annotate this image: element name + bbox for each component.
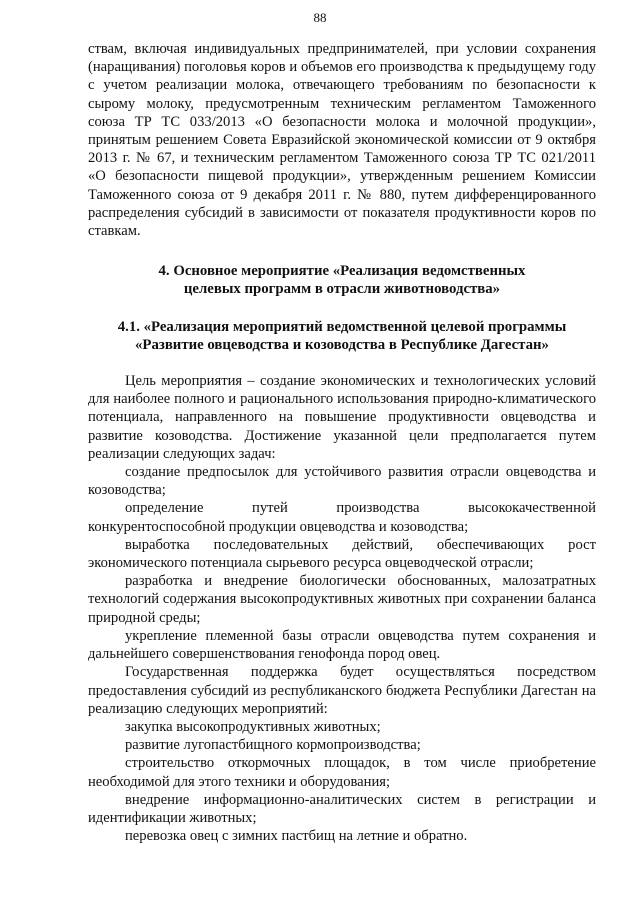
measure-item: строительство откормочных площадок, в том числе приобретение необходимой для этого техники и оборудования; [88,755,596,790]
task-item: создание предпосылок для устойчивого развития отрасли овцеводства и козоводства; [88,464,596,499]
measure-item: развитие лугопастбищного кормопроизводства; [125,737,421,754]
support-paragraph: Государственная поддержка будет осуществляться посредством предоставления субсидий из республиканского бюджета Республики Дагестан на реализацию следующих мероприятий: [88,664,596,717]
task-item: разработка и внедрение биологически обоснованных, малозатратных технологий содержания высокопродуктивных животных при сохранении баланса природной среды; [88,573,596,626]
measure-item: закупка высокопродуктивных животных; [125,718,381,735]
subsection-heading-line-2: «Развитие овцеводства и козоводства в Республике Дагестан» [135,336,549,353]
document-body [88,40,596,845]
section-heading [88,262,596,298]
subsection-heading [88,318,596,354]
measure-item: внедрение информационно-аналитических систем в регистрации и идентификации животных; [88,791,596,826]
task-item: определение путей производства высококачественной конкурентоспособной продукции овцеводства и козоводства; [88,500,596,535]
section-heading-line-1: 4. Основное мероприятие «Реализация ведомственных [158,263,526,280]
measure-item: перевозка овец с зимних пастбищ на летние и обратно. [125,828,468,845]
section-heading-line-2: целевых программ в отрасли животноводства» [183,281,501,298]
goal-paragraph: Цель мероприятия – создание экономических и технологических условий для наиболее полного и рационального использования природно-климатического потенциала, направленного на повышение продуктивности овцеводства и развитие козоводства. Достижение указанной цели предполагается путем реализации следующих задач: [88,373,596,462]
task-item: выработка последовательных действий, обеспечивающих рост экономического потенциала сырьевого ресурса овцеводческой отрасли; [88,536,596,572]
task-item: укрепление племенной базы отрасли овцеводства путем сохранения и дальнейшего совершенствования генофонда пород овец. [88,627,596,663]
intro-paragraph: ствам, включая индивидуальных предпринимателей, при условии сохранения (наращивания) поголовья коров и объемов его производства к предыдущему году с учетом реализации молока, отвечающего требованиям по безопасности к сырому молоку, предусмотренным техническим регламентом Таможенного союза ТР ТС 033/2013 «О безопасности молока и молочной продукции», принятым решением Совета Евразийской экономической комиссии от 9 октября 2013 г. № 67, и техническим регламентом Таможенного союза ТР ТС 021/2011 «О безопасности пищевой продукции», утвержденным решением Комиссии Таможенного союза от 9 декабря 2011 г. № 880, путем дифференцированного распределения субсидий в зависимости от показателя продуктивности коров по ставкам. [88,41,596,240]
subsection-heading-line-1: 4.1. «Реализация мероприятий ведомственной целевой программы [117,318,567,335]
page-number: 88 [313,10,327,25]
